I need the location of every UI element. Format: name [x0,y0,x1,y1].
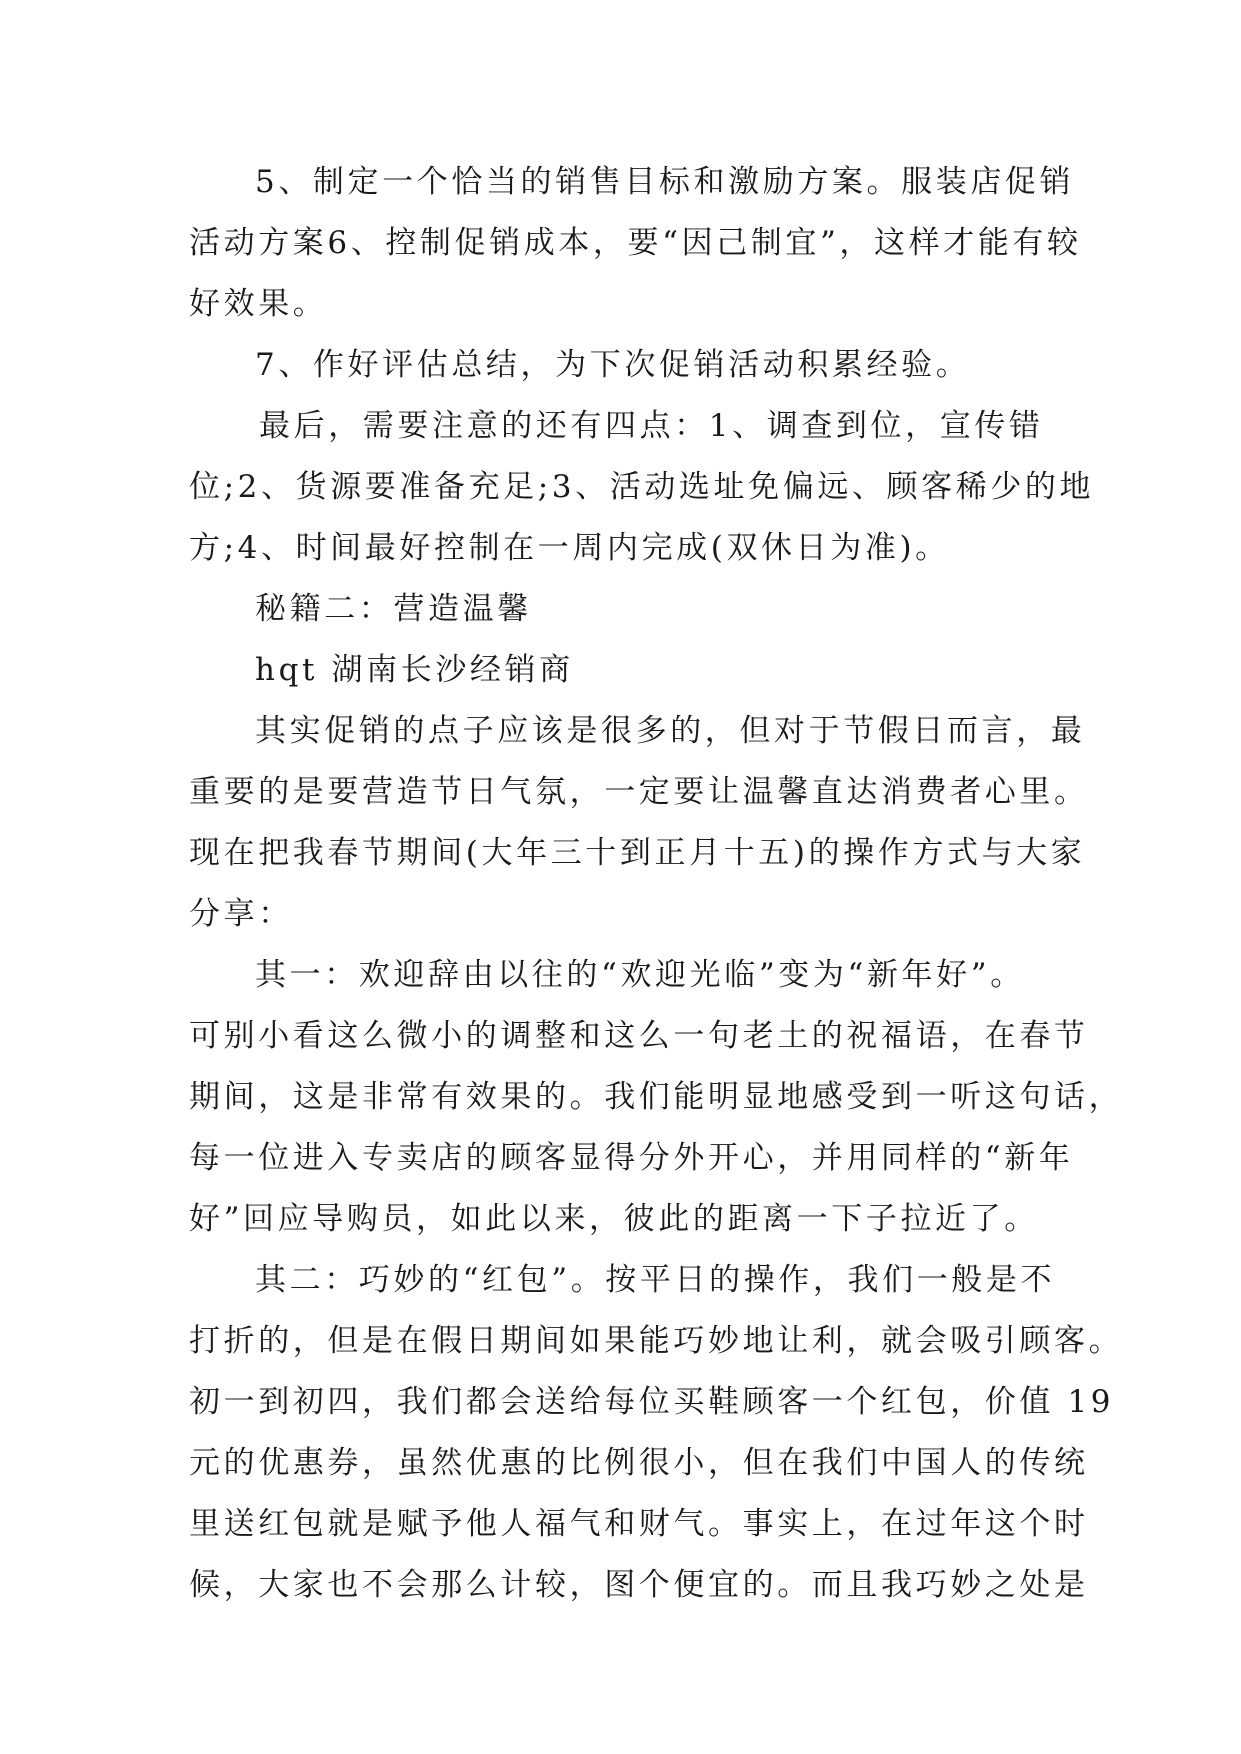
paragraph-line: 里送红包就是赋予他人福气和财气。事实上，在过年这个时 [189,1506,1089,1542]
paragraph-line: 其二：巧妙的“红包”。按平日的操作，我们一般是不 [255,1262,1056,1298]
paragraph-line: 好效果。 [189,286,328,322]
paragraph-line: 重要的是要营造节日气氛，一定要让温馨直达消费者心里。 [189,774,1089,810]
paragraph-line: 方;4、时间最好控制在一周内完成(双休日为准)。 [189,530,950,566]
paragraph-line: 候，大家也不会那么计较，图个便宜的。而且我巧妙之处是 [189,1567,1089,1603]
paragraph-line: 元的优惠券，虽然优惠的比例很小，但在我们中国人的传统 [189,1445,1089,1481]
paragraph-line: 活动方案6、控制促销成本，要“因己制宜”，这样才能有较 [189,225,1082,261]
paragraph-line: 其实促销的点子应该是很多的，但对于节假日而言，最 [255,713,1086,749]
author-line: hqt 湖南长沙经销商 [255,652,574,688]
paragraph-line: 5、制定一个恰当的销售目标和激励方案。服装店促销 [255,164,1075,200]
paragraph-line: 位;2、货源要准备充足;3、活动选址免偏远、顾客稀少的地 [189,469,1095,505]
paragraph-line: 分享： [189,896,293,932]
paragraph-line: 初一到初四，我们都会送给每位买鞋顾客一个红包，价值 19 [189,1384,1115,1420]
paragraph-line: 现在把我春节期间(大年三十到正月十五)的操作方式与大家 [189,835,1086,871]
paragraph-line: 最后，需要注意的还有四点：1、调查到位，宣传错 [259,408,1044,444]
paragraph-line: 好”回应导购员，如此以来，彼此的距离一下子拉近了。 [189,1201,1039,1237]
paragraph-line: 打折的，但是在假日期间如果能巧妙地让利，就会吸引顾客。 [189,1323,1124,1359]
section-heading: 秘籍二：营造温馨 [255,591,532,627]
paragraph-line: 期间，这是非常有效果的。我们能明显地感受到一听这句话， [189,1079,1124,1115]
paragraph-line: 7、作好评估总结，为下次促销活动积累经验。 [255,347,971,383]
paragraph-line: 其一：欢迎辞由以往的“欢迎光临”变为“新年好”。 [255,957,1025,993]
paragraph-line: 每一位进入专卖店的顾客显得分外开心，并用同样的“新年 [189,1140,1074,1176]
paragraph-line: 可别小看这么微小的调整和这么一句老土的祝福语，在春节 [189,1018,1089,1054]
document-body [189,152,1124,1616]
